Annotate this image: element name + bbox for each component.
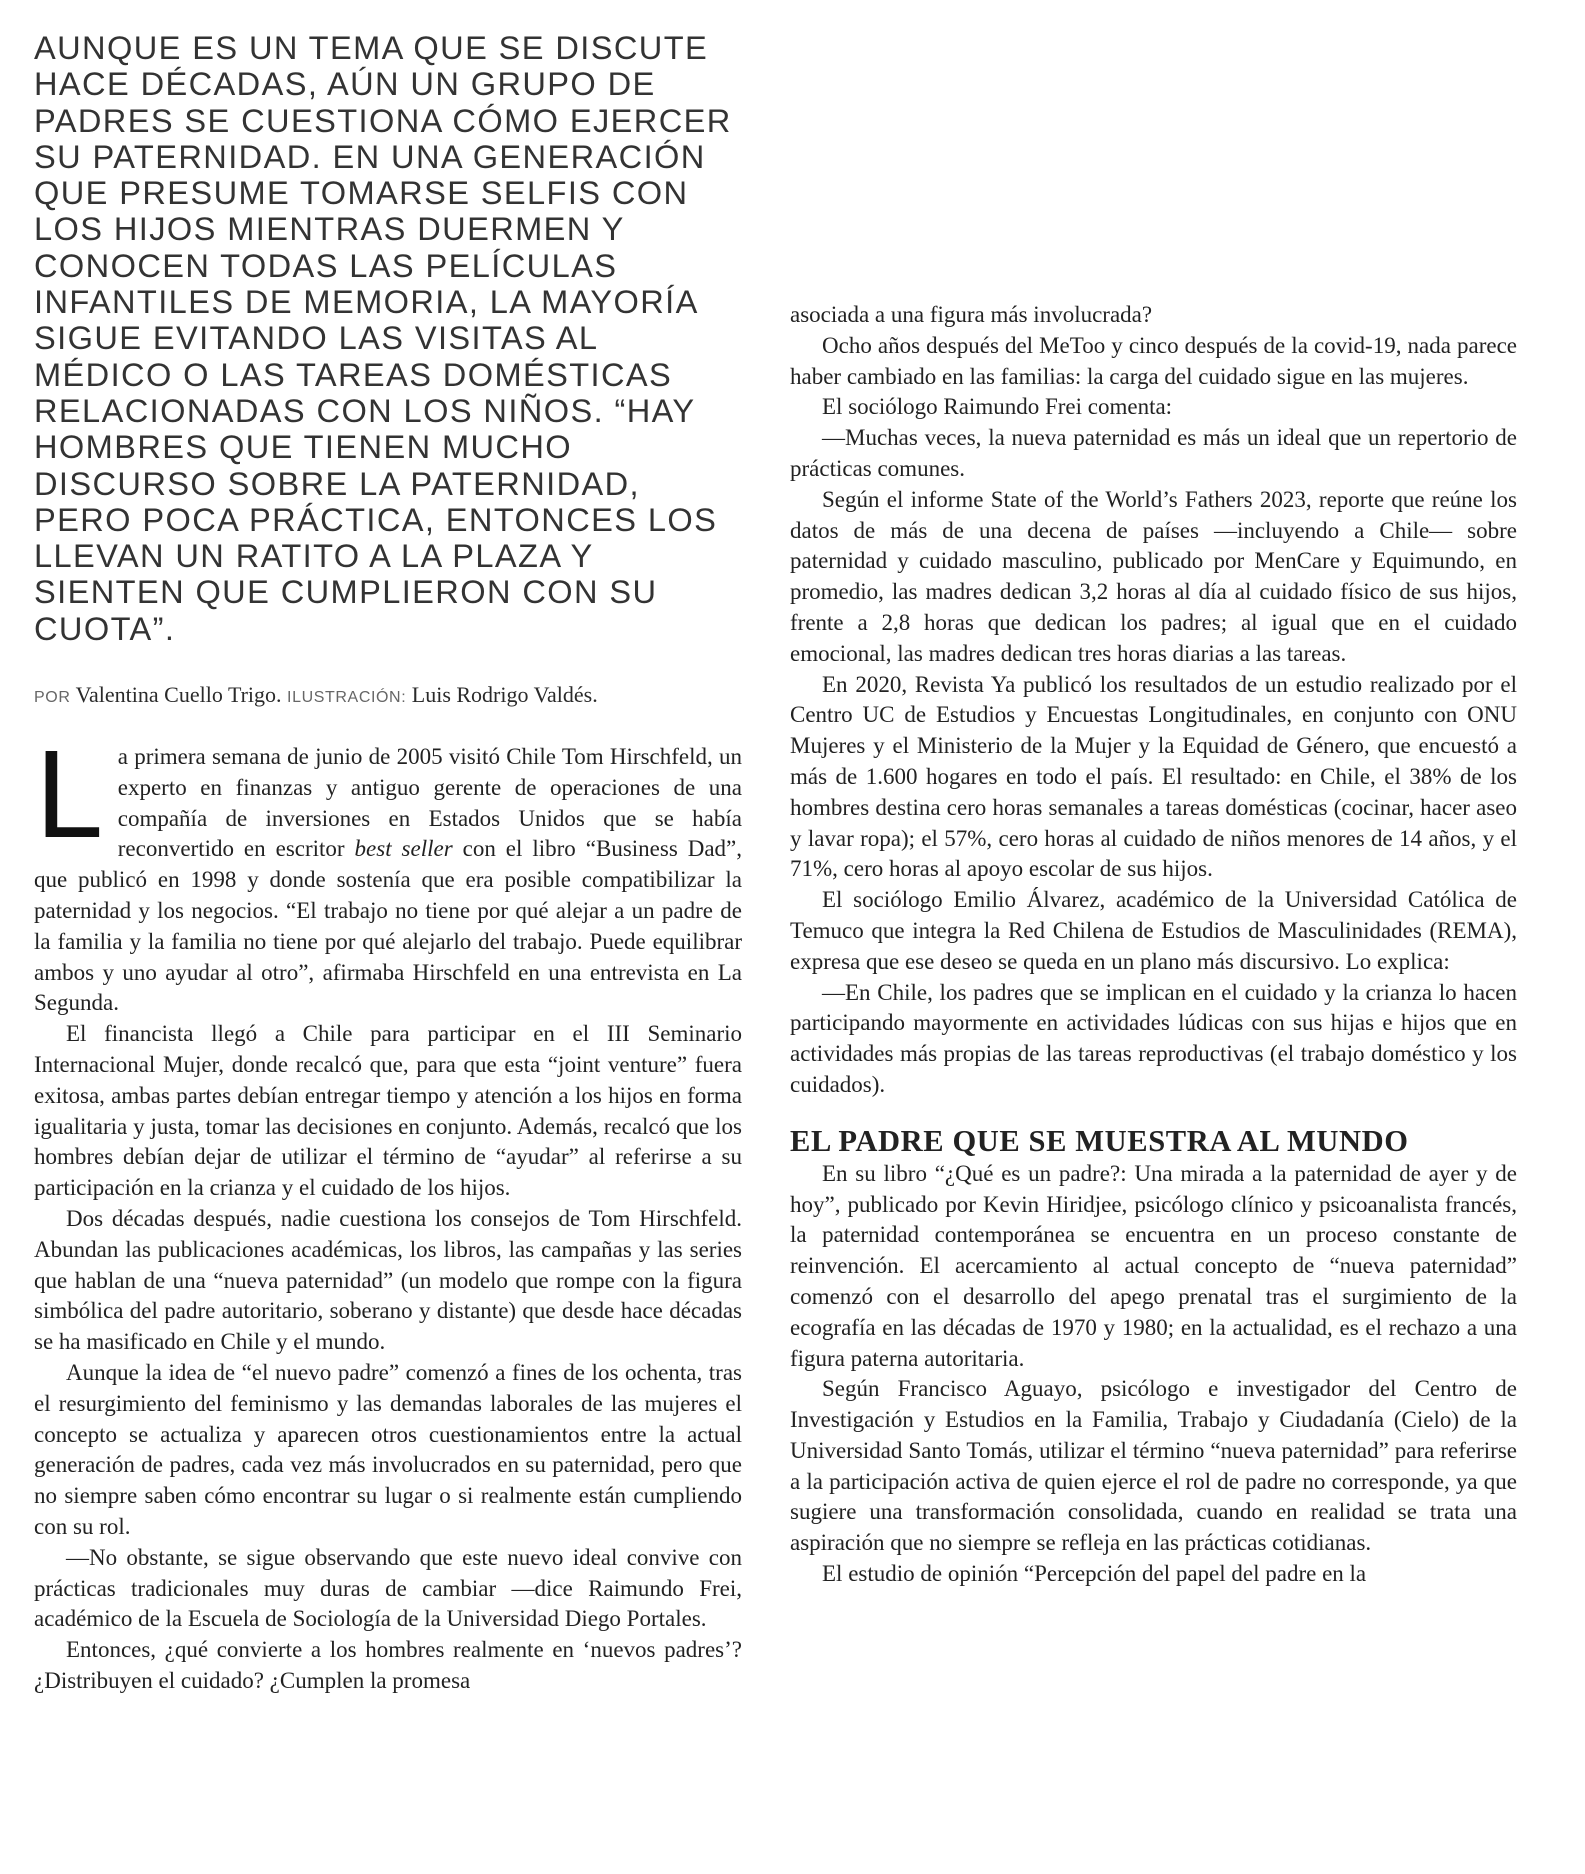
right-body bbox=[790, 300, 1517, 1101]
paragraph: Ocho años después del MeToo y cinco después de la covid-19, nada parece haber cambiado en las familias: la carga del cuidado sigue en las mujeres. bbox=[790, 332, 1517, 389]
paragraph: El sociólogo Raimundo Frei comenta: bbox=[822, 394, 1173, 420]
paragraph: Aunque la idea de “el nuevo padre” comenzó a fines de los ochenta, tras el resurgimiento del feminismo y las demandas laborales de las mujeres el concepto se actualiza y aparecen otros cuestionamientos entre la actual generación de padres, cada vez más involucrados en su paternidad, pero que no siempre saben cómo encontrar su lugar o si realmente están cumpliendo con su rol. bbox=[34, 1359, 742, 1539]
paragraph-text: a primera semana de junio de 2005 visitó Chile Tom Hirschfeld, un experto en finanzas y antiguo gerente de operaciones de una compañía de inversiones en Estados Unidos que se había reconvertido en escritor bbox=[117, 744, 742, 862]
paragraph: —En Chile, los padres que se implican en el cuidado y la crianza lo hacen participando mayormente en actividades lúdicas con sus hijas e hijos que en actividades más propias de las tareas reproductivas (el trabajo doméstico y los cuidados). bbox=[790, 979, 1517, 1097]
paragraph: Según Francisco Aguayo, psicólogo e investigador del Centro de Investigación y Estudios en la Familia, Trabajo y Ciudadanía (Cielo) de la Universidad Santo Tomás, utilizar el término “nueva paternidad” para referirse a la participación activa de quien ejerce el rol de padre no corresponde, ya que sugiere una transformación consolidada, cuando en realidad se trata una aspiración que no siempre se refleja en las prácticas cotidianas. bbox=[790, 1376, 1517, 1556]
paragraph: Dos décadas después, nadie cuestiona los consejos de Tom Hirschfeld. Abundan las publicaciones académicas, los libros, las campañas y las series que hablan de una “nueva paternidad” (un modelo que rompe con la figura simbólica del padre autoritario, soberano y distante) que desde hace décadas se ha masificado en Chile y el mundo. bbox=[34, 1206, 742, 1355]
byline-illustration-label: ILUSTRACIÓN: bbox=[287, 689, 407, 707]
paragraph: En su libro “¿Qué es un padre?: Una mirada a la paternidad de ayer y de hoy”, publicado por Kevin Hiridjee, psicólogo clínico y psicoanalista francés, la paternidad contemporánea se encuentra en un proceso constante de reinvención. El acercamiento al actual concepto de “nueva paternidad” comenzó con el desarrollo del apego prenatal tras el surgimiento de la ecografía en las décadas de 1970 y 1980; en la actualidad, es el rechazo a una figura paterna autoritaria. bbox=[790, 1160, 1517, 1371]
paragraph bbox=[34, 727, 743, 1019]
drop-cap: L bbox=[34, 727, 100, 866]
section-title: EL PADRE QUE SE MUESTRA AL MUNDO bbox=[790, 1123, 1409, 1158]
emphasis-text: best seller bbox=[354, 836, 453, 862]
byline-author: Valentina Cuello Trigo. bbox=[75, 682, 282, 708]
paragraph: El estudio de opinión “Percepción del papel del padre en la bbox=[822, 1561, 1367, 1587]
article-dek: AUNQUE ES UN TEMA QUE SE DISCUTE HACE DÉCADAS, AÚN UN GRUPO DE PADRES SE CUESTIONA CÓMO EJERCER SU PATERNIDAD. EN UNA GENERACIÓN QUE PRESUME TOMARSE SELFIS CON LOS HIJOS MIENTRAS DUERMEN Y CONOCEN TODAS LAS PELÍCULAS INFANTILES DE MEMORIA, LA MAYORÍA SIGUE EVITANDO LAS VISITAS AL MÉDICO O LAS TAREAS DOMÉSTICAS RELACIONADAS CON LOS NIÑOS. “HAY HOMBRES QUE TIENEN MUCHO DISCURSO SOBRE LA PATERNIDAD, PERO POCA PRÁCTICA, ENTONCES LOS LLEVAN UN RATITO A LA PLAZA Y SIENTEN QUE CUMPLIERON CON SU CUOTA”. bbox=[34, 29, 732, 647]
byline-por-label: POR bbox=[34, 689, 71, 707]
paragraph: Entonces, ¿qué convierte a los hombres realmente en ‘nuevos padres’? ¿Distribuyen el cuidado? ¿Cumplen la promesa bbox=[34, 1637, 742, 1693]
right-column bbox=[790, 300, 1517, 1590]
paragraph: —No obstante, se sigue observando que este nuevo ideal convive con prácticas tradicionales muy duras de cambiar —dice Raimundo Frei, académico de la Escuela de Sociología de la Universidad Diego Portales. bbox=[34, 1544, 742, 1632]
byline bbox=[34, 681, 742, 712]
paragraph: El sociólogo Emilio Álvarez, académico de la Universidad Católica de Temuco que integra la Red Chilena de Estudios de Masculinidades (REMA), expresa que ese deseo se queda en un plano más discursivo. Lo explica: bbox=[790, 887, 1517, 974]
paragraph: Según el informe State of the World’s Fathers 2023, reporte que reúne los datos de más de una decena de países —incluyendo a Chile— sobre paternidad y cuidado masculino, publicado por MenCare y Equimundo, en promedio, las madres dedican 3,2 horas al día al cuidado físico de sus hijos, frente a 2,8 horas que dedican los padres; al igual que en el cuidado emocional, las madres dedican tres horas diarias a las tareas. bbox=[790, 486, 1517, 666]
left-column bbox=[34, 0, 742, 1697]
paragraph: asociada a una figura más involucrada? bbox=[790, 302, 1153, 327]
right-body-section bbox=[790, 1159, 1517, 1590]
paragraph: —Muchas veces, la nueva paternidad es más un ideal que un repertorio de prácticas comunes. bbox=[790, 425, 1517, 481]
byline-illustrator: Luis Rodrigo Valdés. bbox=[411, 682, 598, 708]
paragraph: En 2020, Revista Ya publicó los resultados de un estudio realizado por el Centro UC de Estudios y Encuestas Longitudinales, en conjunto con ONU Mujeres y el Ministerio de la Mujer y la Equidad de Género, que encuestó a más de 1.600 hogares en todo el país. El resultado: en Chile, el 38% de los hombres destina cero horas semanales a tareas domésticas (cocinar, hacer aseo y lavar ropa); el 57%, cero horas al cuidado de niños menores de 14 años, y el 71%, cero horas al apoyo escolar de sus hijos. bbox=[790, 671, 1517, 882]
paragraph: El financista llegó a Chile para participar en el III Seminario Internacional Mujer, donde recalcó que, para que esta “joint venture” fuera exitosa, ambas partes debían entregar tiempo y atención a los hijos en forma igualitaria y justa, tomar las decisiones en conjunto. Además, recalcó que los hombres debían dejar de utilizar el término de “ayudar” al referirse a su participación en la crianza y el cuidado de los hijos. bbox=[34, 1021, 742, 1201]
paragraph-text: con el libro “Business Dad”, que publicó en 1998 y donde sostenía que era posible compatibilizar la paternidad y los negocios. “El trabajo no tiene por qué alejar a un padre de la familia y la familia no tiene por qué alejarlo del trabajo. Puede equilibrar ambos y uno ayudar al otro”, afirmaba Hirschfeld en una entrevista en La Segunda. bbox=[34, 836, 743, 1016]
left-body bbox=[34, 727, 743, 1697]
